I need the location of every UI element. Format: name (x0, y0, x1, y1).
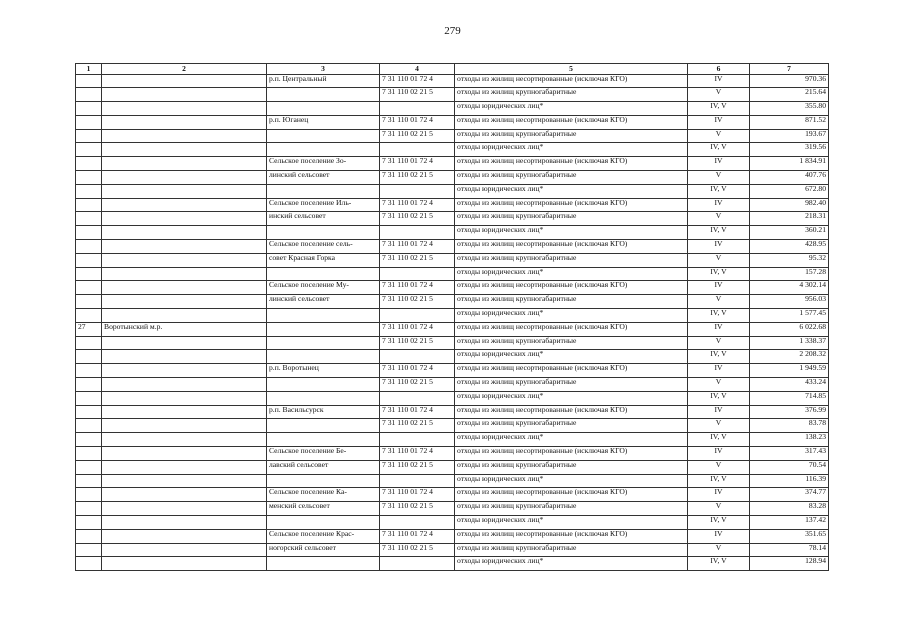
settlement-cell: р.п. Васильсурск (267, 405, 380, 419)
table-row (76, 88, 829, 102)
district-cell (102, 557, 267, 571)
district-cell (102, 460, 267, 474)
row-number-cell (76, 405, 102, 419)
waste-type-cell: отходы юридических лиц* (455, 309, 688, 323)
fkko-code-cell (380, 102, 455, 116)
table-row (76, 102, 829, 116)
volume-cell: 672.80 (750, 184, 829, 198)
volume-cell: 83.28 (750, 502, 829, 516)
column-header: 3 (267, 64, 380, 75)
volume-cell: 138.23 (750, 433, 829, 447)
row-number-cell (76, 129, 102, 143)
district-cell (102, 405, 267, 419)
table-row (76, 143, 829, 157)
district-cell (102, 502, 267, 516)
settlement-cell: р.п. Юганец (267, 115, 380, 129)
volume-cell: 78.14 (750, 543, 829, 557)
fkko-code-cell (380, 350, 455, 364)
hazard-class-cell: V (688, 253, 750, 267)
waste-type-cell: отходы из жилищ крупногабаритные (455, 336, 688, 350)
row-number-cell (76, 557, 102, 571)
fkko-code-cell: 7 31 110 01 72 4 (380, 198, 455, 212)
hazard-class-cell: IV, V (688, 184, 750, 198)
settlement-cell: Сельское поселение Му- (267, 281, 380, 295)
hazard-class-cell: IV (688, 240, 750, 254)
waste-type-cell: отходы из жилищ крупногабаритные (455, 378, 688, 392)
page-number: 279 (444, 25, 461, 37)
district-cell (102, 433, 267, 447)
hazard-class-cell: IV, V (688, 391, 750, 405)
waste-type-cell: отходы юридических лиц* (455, 102, 688, 116)
waste-type-cell: отходы юридических лиц* (455, 350, 688, 364)
settlement-cell (267, 184, 380, 198)
fkko-code-cell: 7 31 110 02 21 5 (380, 295, 455, 309)
row-number-cell (76, 336, 102, 350)
waste-type-cell: отходы из жилищ несортированные (исключая КГО) (455, 322, 688, 336)
settlement-cell (267, 433, 380, 447)
fkko-code-cell: 7 31 110 01 72 4 (380, 488, 455, 502)
hazard-class-cell: IV, V (688, 309, 750, 323)
column-header: 5 (455, 64, 688, 75)
settlement-cell (267, 102, 380, 116)
table-body (76, 74, 829, 571)
settlement-cell: р.п. Центральный (267, 74, 380, 88)
district-cell (102, 171, 267, 185)
hazard-class-cell: IV, V (688, 267, 750, 281)
fkko-code-cell: 7 31 110 02 21 5 (380, 88, 455, 102)
volume-cell: 193.67 (750, 129, 829, 143)
volume-cell: 2 208.32 (750, 350, 829, 364)
table-row (76, 419, 829, 433)
fkko-code-cell: 7 31 110 01 72 4 (380, 240, 455, 254)
row-number-cell (76, 212, 102, 226)
fkko-code-cell: 7 31 110 01 72 4 (380, 74, 455, 88)
fkko-code-cell (380, 516, 455, 530)
row-number-cell (76, 143, 102, 157)
fkko-code-cell (380, 557, 455, 571)
settlement-cell: менский сельсовет (267, 502, 380, 516)
waste-type-cell: отходы из жилищ несортированные (исключая КГО) (455, 488, 688, 502)
settlement-cell (267, 419, 380, 433)
fkko-code-cell: 7 31 110 01 72 4 (380, 115, 455, 129)
district-cell (102, 350, 267, 364)
district-cell (102, 295, 267, 309)
row-number-cell (76, 419, 102, 433)
settlement-cell (267, 267, 380, 281)
row-number-cell (76, 88, 102, 102)
table-row (76, 543, 829, 557)
volume-cell: 351.65 (750, 529, 829, 543)
waste-type-cell: отходы юридических лиц* (455, 226, 688, 240)
district-cell (102, 212, 267, 226)
volume-cell: 1 834.91 (750, 157, 829, 171)
settlement-cell (267, 88, 380, 102)
waste-type-cell: отходы из жилищ несортированные (исключая КГО) (455, 115, 688, 129)
table-row (76, 433, 829, 447)
table-row (76, 378, 829, 392)
row-number-cell (76, 309, 102, 323)
hazard-class-cell: V (688, 336, 750, 350)
district-cell (102, 102, 267, 116)
volume-cell: 1 949.59 (750, 364, 829, 378)
row-number-cell (76, 447, 102, 461)
volume-cell: 317.43 (750, 447, 829, 461)
district-cell (102, 129, 267, 143)
waste-type-cell: отходы юридических лиц* (455, 267, 688, 281)
hazard-class-cell: IV (688, 405, 750, 419)
row-number-cell (76, 378, 102, 392)
hazard-class-cell: V (688, 171, 750, 185)
table-row (76, 516, 829, 530)
district-cell (102, 267, 267, 281)
waste-type-cell: отходы из жилищ крупногабаритные (455, 88, 688, 102)
district-cell (102, 309, 267, 323)
row-number-cell (76, 474, 102, 488)
hazard-class-cell: IV (688, 322, 750, 336)
volume-cell: 428.95 (750, 240, 829, 254)
settlement-cell: Сельское поселение сель- (267, 240, 380, 254)
row-number-cell (76, 115, 102, 129)
table-row (76, 157, 829, 171)
table-row (76, 267, 829, 281)
settlement-cell (267, 309, 380, 323)
settlement-cell (267, 350, 380, 364)
hazard-class-cell: IV, V (688, 102, 750, 116)
hazard-class-cell: V (688, 460, 750, 474)
table-row (76, 184, 829, 198)
waste-type-cell: отходы юридических лиц* (455, 143, 688, 157)
table-row (76, 447, 829, 461)
waste-type-cell: отходы из жилищ несортированные (исключая КГО) (455, 447, 688, 461)
settlement-cell: Сельское поселение Крас- (267, 529, 380, 543)
row-number-cell (76, 488, 102, 502)
settlement-cell: Сельское поселение Зо- (267, 157, 380, 171)
settlement-cell (267, 557, 380, 571)
settlement-cell: Сельское поселение Бе- (267, 447, 380, 461)
fkko-code-cell (380, 474, 455, 488)
hazard-class-cell: IV, V (688, 557, 750, 571)
district-cell (102, 74, 267, 88)
table-row (76, 171, 829, 185)
district-cell (102, 281, 267, 295)
row-number-cell (76, 543, 102, 557)
row-number-cell (76, 460, 102, 474)
district-cell (102, 115, 267, 129)
table-row (76, 212, 829, 226)
volume-cell: 433.24 (750, 378, 829, 392)
table-row (76, 253, 829, 267)
settlement-cell: р.п. Воротынец (267, 364, 380, 378)
waste-type-cell: отходы из жилищ крупногабаритные (455, 129, 688, 143)
waste-type-cell: отходы из жилищ крупногабаритные (455, 253, 688, 267)
table-row (76, 198, 829, 212)
column-header: 2 (102, 64, 267, 75)
hazard-class-cell: IV (688, 488, 750, 502)
district-cell (102, 88, 267, 102)
waste-type-cell: отходы из жилищ крупногабаритные (455, 295, 688, 309)
volume-cell: 376.99 (750, 405, 829, 419)
hazard-class-cell: IV (688, 364, 750, 378)
waste-type-cell: отходы юридических лиц* (455, 433, 688, 447)
table-row (76, 295, 829, 309)
row-number-cell: 27 (76, 322, 102, 336)
table-row (76, 322, 829, 336)
fkko-code-cell: 7 31 110 02 21 5 (380, 253, 455, 267)
settlement-cell: линский сельсовет (267, 171, 380, 185)
table-row (76, 281, 829, 295)
settlement-cell: Сельское поселение Ка- (267, 488, 380, 502)
volume-cell: 355.80 (750, 102, 829, 116)
table-row (76, 364, 829, 378)
volume-cell: 137.42 (750, 516, 829, 530)
volume-cell: 4 302.14 (750, 281, 829, 295)
fkko-code-cell: 7 31 110 02 21 5 (380, 502, 455, 516)
volume-cell: 218.31 (750, 212, 829, 226)
volume-cell: 215.64 (750, 88, 829, 102)
table-row (76, 474, 829, 488)
hazard-class-cell: IV, V (688, 474, 750, 488)
volume-cell: 871.52 (750, 115, 829, 129)
waste-type-cell: отходы из жилищ несортированные (исключая КГО) (455, 74, 688, 88)
settlement-cell: Сельское поселение Иль- (267, 198, 380, 212)
settlement-cell: совет Красная Горка (267, 253, 380, 267)
fkko-code-cell: 7 31 110 02 21 5 (380, 129, 455, 143)
district-cell (102, 240, 267, 254)
waste-type-cell: отходы юридических лиц* (455, 391, 688, 405)
fkko-code-cell (380, 226, 455, 240)
hazard-class-cell: IV, V (688, 516, 750, 530)
waste-type-cell: отходы юридических лиц* (455, 557, 688, 571)
table-row (76, 391, 829, 405)
table-row (76, 115, 829, 129)
row-number-cell (76, 267, 102, 281)
hazard-class-cell: V (688, 212, 750, 226)
hazard-class-cell: V (688, 419, 750, 433)
row-number-cell (76, 157, 102, 171)
volume-cell: 982.40 (750, 198, 829, 212)
district-cell (102, 226, 267, 240)
fkko-code-cell (380, 433, 455, 447)
hazard-class-cell: IV (688, 74, 750, 88)
fkko-code-cell: 7 31 110 01 72 4 (380, 405, 455, 419)
row-number-cell (76, 281, 102, 295)
row-number-cell (76, 350, 102, 364)
settlement-cell: линский сельсовет (267, 295, 380, 309)
hazard-class-cell: IV (688, 115, 750, 129)
hazard-class-cell: V (688, 129, 750, 143)
settlement-cell (267, 336, 380, 350)
settlement-cell (267, 129, 380, 143)
volume-cell: 714.85 (750, 391, 829, 405)
volume-cell: 374.77 (750, 488, 829, 502)
district-cell (102, 543, 267, 557)
fkko-code-cell (380, 391, 455, 405)
fkko-code-cell: 7 31 110 01 72 4 (380, 529, 455, 543)
row-number-cell (76, 391, 102, 405)
district-cell (102, 364, 267, 378)
row-number-cell (76, 240, 102, 254)
volume-cell: 128.94 (750, 557, 829, 571)
district-cell (102, 198, 267, 212)
hazard-class-cell: IV (688, 447, 750, 461)
fkko-code-cell: 7 31 110 01 72 4 (380, 322, 455, 336)
waste-type-cell: отходы из жилищ несортированные (исключая КГО) (455, 281, 688, 295)
hazard-class-cell: V (688, 295, 750, 309)
table-row (76, 502, 829, 516)
volume-cell: 95.32 (750, 253, 829, 267)
fkko-code-cell: 7 31 110 02 21 5 (380, 419, 455, 433)
settlement-cell (267, 516, 380, 530)
volume-cell: 360.21 (750, 226, 829, 240)
settlement-cell (267, 322, 380, 336)
table-row (76, 129, 829, 143)
table-row (76, 460, 829, 474)
district-cell (102, 447, 267, 461)
waste-type-cell: отходы из жилищ крупногабаритные (455, 502, 688, 516)
row-number-cell (76, 433, 102, 447)
table-row (76, 226, 829, 240)
fkko-code-cell: 7 31 110 01 72 4 (380, 447, 455, 461)
row-number-cell (76, 102, 102, 116)
volume-cell: 157.28 (750, 267, 829, 281)
fkko-code-cell: 7 31 110 02 21 5 (380, 171, 455, 185)
volume-cell: 70.54 (750, 460, 829, 474)
hazard-class-cell: IV, V (688, 143, 750, 157)
district-cell (102, 474, 267, 488)
row-number-cell (76, 529, 102, 543)
waste-type-cell: отходы из жилищ крупногабаритные (455, 419, 688, 433)
district-cell (102, 184, 267, 198)
row-number-cell (76, 184, 102, 198)
table-row (76, 350, 829, 364)
waste-table (75, 63, 829, 571)
volume-cell: 116.39 (750, 474, 829, 488)
volume-cell: 83.78 (750, 419, 829, 433)
table-row (76, 557, 829, 571)
settlement-cell (267, 378, 380, 392)
district-cell (102, 391, 267, 405)
table-row (76, 240, 829, 254)
hazard-class-cell: V (688, 378, 750, 392)
waste-type-cell: отходы из жилищ несортированные (исключая КГО) (455, 157, 688, 171)
fkko-code-cell (380, 309, 455, 323)
waste-type-cell: отходы из жилищ несортированные (исключая КГО) (455, 198, 688, 212)
volume-cell: 1 577.45 (750, 309, 829, 323)
hazard-class-cell: V (688, 543, 750, 557)
hazard-class-cell: IV, V (688, 350, 750, 364)
fkko-code-cell: 7 31 110 02 21 5 (380, 336, 455, 350)
table-row (76, 74, 829, 88)
waste-type-cell: отходы юридических лиц* (455, 474, 688, 488)
waste-type-cell: отходы юридических лиц* (455, 516, 688, 530)
fkko-code-cell: 7 31 110 02 21 5 (380, 543, 455, 557)
district-cell (102, 529, 267, 543)
district-cell (102, 488, 267, 502)
table-row (76, 405, 829, 419)
settlement-cell (267, 474, 380, 488)
waste-type-cell: отходы из жилищ несортированные (исключая КГО) (455, 240, 688, 254)
table-row (76, 336, 829, 350)
volume-cell: 6 022.68 (750, 322, 829, 336)
row-number-cell (76, 364, 102, 378)
hazard-class-cell: IV (688, 157, 750, 171)
waste-type-cell: отходы из жилищ несортированные (исключая КГО) (455, 405, 688, 419)
hazard-class-cell: V (688, 88, 750, 102)
fkko-code-cell: 7 31 110 02 21 5 (380, 212, 455, 226)
row-number-cell (76, 253, 102, 267)
row-number-cell (76, 502, 102, 516)
fkko-code-cell (380, 267, 455, 281)
fkko-code-cell: 7 31 110 02 21 5 (380, 460, 455, 474)
volume-cell: 319.56 (750, 143, 829, 157)
waste-type-cell: отходы из жилищ крупногабаритные (455, 212, 688, 226)
table-row (76, 309, 829, 323)
fkko-code-cell (380, 143, 455, 157)
table-row (76, 488, 829, 502)
table-header-row (76, 64, 829, 75)
row-number-cell (76, 295, 102, 309)
hazard-class-cell: IV (688, 529, 750, 543)
fkko-code-cell: 7 31 110 01 72 4 (380, 157, 455, 171)
row-number-cell (76, 516, 102, 530)
fkko-code-cell: 7 31 110 02 21 5 (380, 378, 455, 392)
column-header: 1 (76, 64, 102, 75)
waste-type-cell: отходы из жилищ несортированные (исключая КГО) (455, 364, 688, 378)
table-row (76, 529, 829, 543)
waste-type-cell: отходы из жилищ несортированные (исключая КГО) (455, 529, 688, 543)
district-cell (102, 143, 267, 157)
volume-cell: 1 338.37 (750, 336, 829, 350)
volume-cell: 956.03 (750, 295, 829, 309)
district-cell (102, 336, 267, 350)
settlement-cell: ногорский сельсовет (267, 543, 380, 557)
hazard-class-cell: V (688, 502, 750, 516)
row-number-cell (76, 171, 102, 185)
district-cell (102, 157, 267, 171)
waste-type-cell: отходы юридических лиц* (455, 184, 688, 198)
column-header: 6 (688, 64, 750, 75)
hazard-class-cell: IV (688, 281, 750, 295)
fkko-code-cell (380, 184, 455, 198)
waste-type-cell: отходы из жилищ крупногабаритные (455, 460, 688, 474)
district-cell (102, 253, 267, 267)
settlement-cell: инский сельсовет (267, 212, 380, 226)
row-number-cell (76, 226, 102, 240)
waste-type-cell: отходы из жилищ крупногабаритные (455, 543, 688, 557)
settlement-cell: лавский сельсовет (267, 460, 380, 474)
row-number-cell (76, 198, 102, 212)
hazard-class-cell: IV, V (688, 226, 750, 240)
district-cell: Воротынский м.р. (102, 322, 267, 336)
district-cell (102, 378, 267, 392)
fkko-code-cell: 7 31 110 01 72 4 (380, 364, 455, 378)
hazard-class-cell: IV, V (688, 433, 750, 447)
district-cell (102, 419, 267, 433)
district-cell (102, 516, 267, 530)
waste-type-cell: отходы из жилищ крупногабаритные (455, 171, 688, 185)
column-header: 7 (750, 64, 829, 75)
settlement-cell (267, 391, 380, 405)
fkko-code-cell: 7 31 110 01 72 4 (380, 281, 455, 295)
hazard-class-cell: IV (688, 198, 750, 212)
volume-cell: 407.76 (750, 171, 829, 185)
settlement-cell (267, 226, 380, 240)
volume-cell: 970.36 (750, 74, 829, 88)
column-header: 4 (380, 64, 455, 75)
row-number-cell (76, 74, 102, 88)
settlement-cell (267, 143, 380, 157)
